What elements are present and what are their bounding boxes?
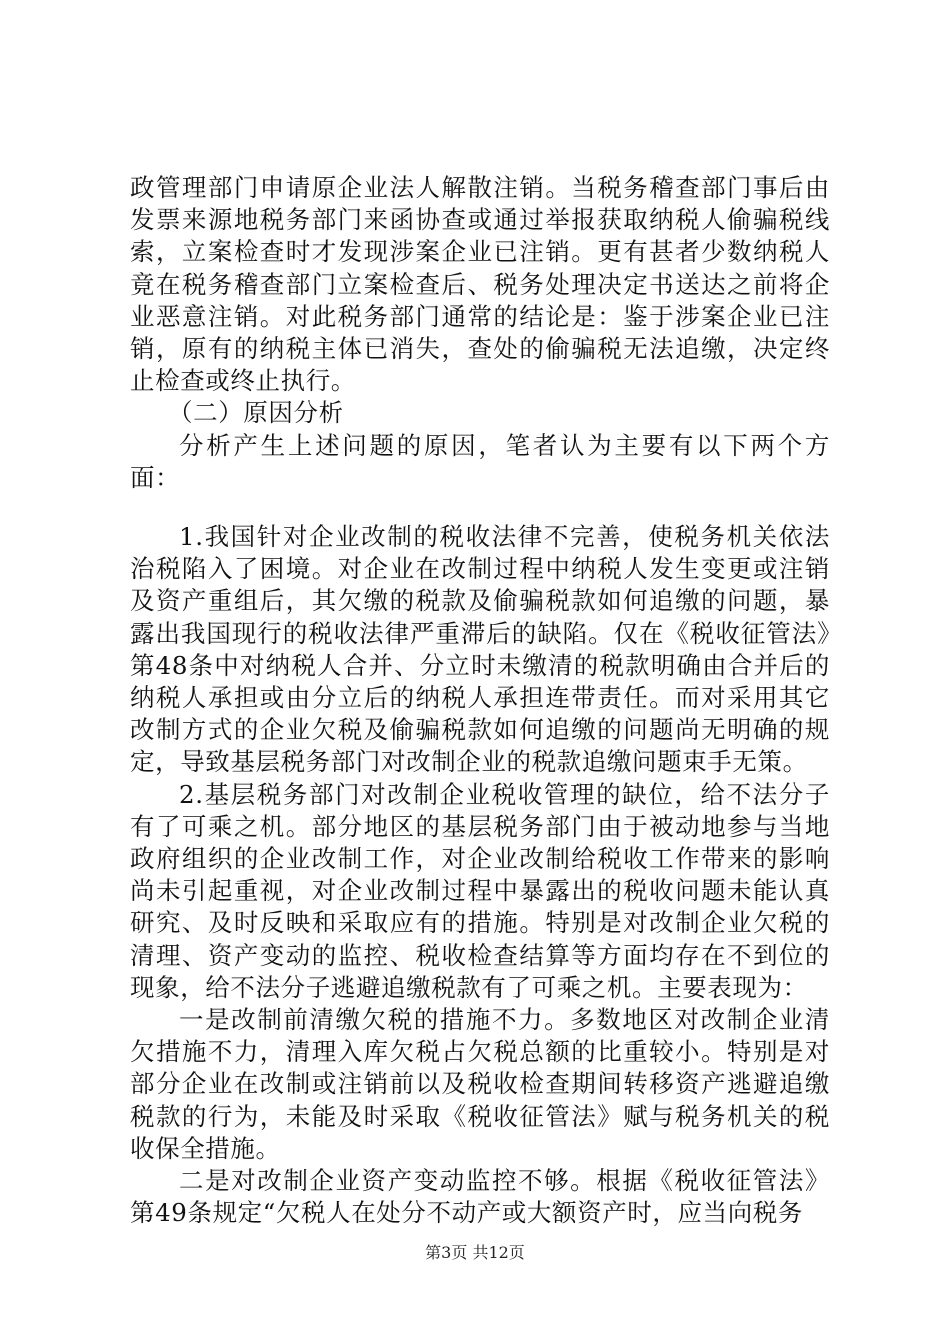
paragraph-continuation: 政管理部门申请原企业法人解散注销。当税务稽查部门事后由发票来源地税务部门来函协查或通过举报获取纳税人偷骗税线索，立案检查时才发现涉案企业已注销。更有甚者少数纳税人竟在税务稽查部门立案检查后、税务处理决定书送达之前将企业恶意注销。对此税务部门通常的结论是：鉴于涉案企业已注销，原有的纳税主体已消失，查处的偷骗税无法追缴，决定终止检查或终止执行。 [130,173,830,396]
paragraph-spacer [130,494,830,521]
paragraph-point-1: 1.我国针对企业改制的税收法律不完善，使税务机关依法治税陷入了困境。对企业在改制过程中纳税人发生变更或注销及资产重组后，其欠缴的税款及偷骗税款如何追缴的问题，暴露出我国现行的税收法律严重滞后的缺陷。仅在《税收征管法》第48条中对纳税人合并、分立时未缴清的税款明确由合并后的纳税人承担或由分立后的纳税人承担连带责任。而对采用其它改制方式的企业欠税及偷骗税款如何追缴的问题尚无明确的规定，导致基层税务部门对改制企业的税款追缴问题束手无策。 [130,522,830,777]
section-heading: （二）原因分析 [168,398,344,428]
paragraph-sub-2: 二是对改制企业资产变动监控不够。根据《税收征管法》第49条规定“欠税人在处分不动产或大额资产时，应当向税务 [130,1166,830,1228]
document-body [130,172,830,1230]
paragraph-intro: 分析产生上述问题的原因，笔者认为主要有以下两个方面： [130,430,830,492]
page-footer: 第3页 共12页 [425,1243,525,1262]
paragraph-point-2: 2.基层税务部门对改制企业税收管理的缺位，给不法分子有了可乘之机。部分地区的基层税务部门由于被动地参与当地政府组织的企业改制工作，对企业改制给税收工作带来的影响尚未引起重视，对企业改制过程中暴露出的税收问题未能认真研究、及时反映和采取应有的措施。特别是对改制企业欠税的清理、资产变动的监控、税收检查结算等方面均存在不到位的现象，给不法分子逃避追缴税款有了可乘之机。主要表现为： [130,779,830,1002]
paragraph-sub-1: 一是改制前清缴欠税的措施不力。多数地区对改制企业清欠措施不力，清理入库欠税占欠税总额的比重较小。特别是对部分企业在改制或注销前以及税收检查期间转移资产逃避追缴税款的行为，未能及时采取《税收征管法》赋与税务机关的税收保全措施。 [130,1005,830,1163]
